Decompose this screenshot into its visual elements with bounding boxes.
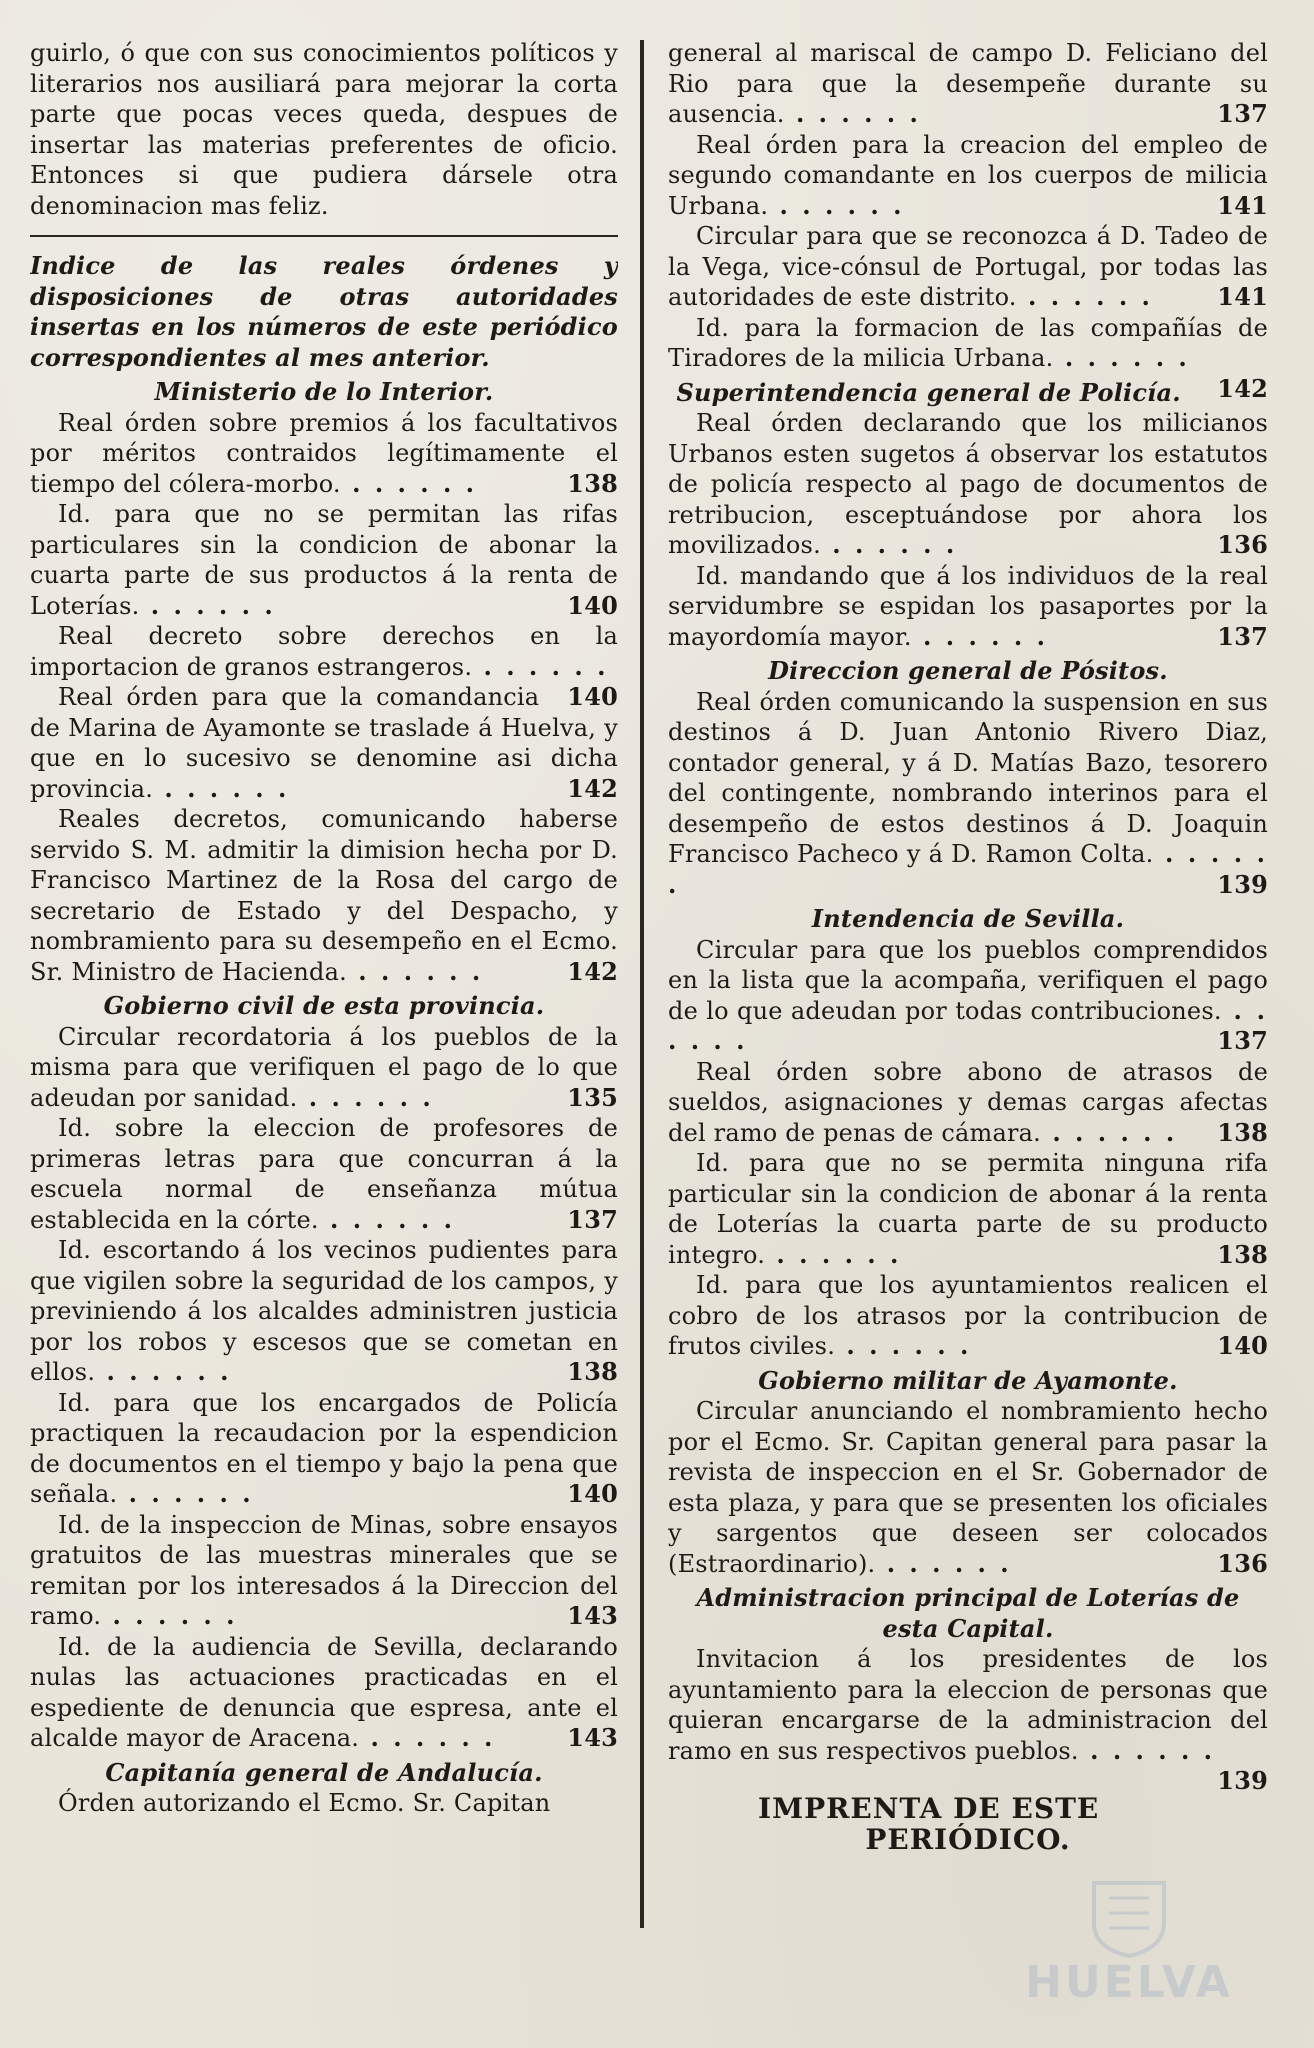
leader-dots: . . . . . .	[1053, 343, 1190, 372]
entry-text: Reales decretos, comunicando haberse servido S. M. admitir la dimision hecha por D. Francisco Martinez de la Rosa del cargo de secretario de Estado y del Despacho, y nombramiento para su desempeño en el Ecmo. Sr. Ministro de Hacienda.	[30, 805, 618, 986]
index-entry	[668, 130, 1268, 222]
entry-text: Circular anunciando el nombramiento hecho por el Ecmo. Sr. Capitan general para pasar la revista de inspeccion en el Sr. Gobernador de esta plaza, y para que se presenten los oficiales y sargentos que deseen ser colocados (Estraordinario).	[668, 1397, 1268, 1578]
section-heading: Intendencia de Sevilla.	[811, 904, 1125, 933]
entry-text: Circular para que los pueblos comprendidos en la lista que la acompaña, verifiquen el pago de lo que adeudan por todas contribuciones.	[668, 935, 1268, 1025]
separator-rule	[30, 235, 618, 237]
index-entry	[30, 1510, 618, 1632]
entry-text: Real órden para la creacion del empleo de segundo comandante en los cuerpos de milicia Urbana.	[668, 130, 1268, 220]
leader-dots: . . . . . .	[835, 1331, 972, 1360]
page-number: 142	[567, 773, 618, 803]
leader-dots: . . . . . .	[340, 468, 478, 498]
index-entry	[668, 1148, 1268, 1270]
entry-text: Real decreto sobre derechos en la importacion de granos estrangeros.	[30, 622, 618, 681]
page-number: 142	[1217, 373, 1268, 403]
index-title: Indice de las reales órdenes y disposiciones de otras autoridades insertas en los números de este periódico correspondientes al mes anterior.	[30, 251, 618, 372]
index-entry	[30, 621, 618, 711]
leader-dots: . . . . . .	[117, 1479, 254, 1508]
entry-text: Id. para que no se permita ninguna rifa particular sin la condicion de abonar á la renta de Loterías la cuarta parte de su producto integro.	[668, 1149, 1268, 1269]
leader-dots: . . . . . .	[911, 621, 1048, 651]
entry-text: Real órden sobre abono de atrasos de sueldos, asignaciones y demas cargas afectas del ramo de penas de cámara.	[668, 1057, 1268, 1147]
intro-paragraph: guirlo, ó que con sus conocimientos políticos y literarios nos ausiliará para mejorar la corta parte que pocas veces queda, despues de insertar las materias preferentes de oficio. Entonces si que pudiera dársele otra denominacion mas feliz.	[30, 39, 618, 220]
entry-text: Id. mandando que á los individuos de la real servidumbre se espidan los pasaportes por la mayordomía mayor.	[668, 561, 1268, 651]
entry-text: Id. escortando á los vecinos pudientes para que vigilen sobre la seguridad de los campos, y previniendo á los alcaldes administren justicia por los robos y escesos que se cometan en ellos.	[30, 1236, 618, 1386]
left-column	[30, 38, 618, 1819]
entry-text: general al mariscal de campo D. Feliciano del Rio para que la desempeñe durante su ausencia.	[668, 39, 1268, 128]
page-number: 142	[567, 956, 618, 986]
leader-dots: . . . . . .	[95, 1357, 232, 1386]
index-entry	[668, 935, 1268, 1057]
leader-dots: . . . . . .	[318, 1204, 455, 1234]
section-heading: Capitanía general de Andalucía.	[105, 1757, 543, 1787]
page-number: 141	[1217, 282, 1268, 311]
page-number: 138	[567, 468, 618, 498]
page-number: 135	[567, 1082, 618, 1112]
page-number: 140	[567, 1479, 618, 1508]
section-heading: Administracion principal de Loterías de esta Capital.	[696, 1583, 1240, 1643]
leader-dots: . . . . . .	[668, 995, 1268, 1055]
column-divider	[640, 40, 644, 1928]
leader-dots: . . . . . .	[153, 773, 290, 803]
index-entry	[30, 408, 618, 500]
section-heading: Gobierno civil de esta provincia.	[103, 991, 545, 1020]
leader-dots: . . . . . .	[768, 190, 905, 220]
leader-dots: . . . . . .	[1040, 1117, 1178, 1147]
imprint-line: IMPRENTA DE ESTE PERIÓDICO.	[758, 1792, 1100, 1855]
page-number: 143	[567, 1723, 618, 1752]
entry-text: Circular para que se reconozca á D. Tadeo de la Vega, vice-cónsul de Portugal, por todas las autoridades de este distrito.	[668, 222, 1268, 311]
page-number: 140	[567, 590, 618, 620]
leader-dots: . . . . . .	[1016, 282, 1153, 311]
entry-text: Id. para la formacion de las compañías de Tiradores de la milicia Urbana.	[668, 313, 1268, 372]
archive-watermark	[1014, 1878, 1244, 2008]
index-entry	[668, 408, 1268, 561]
leader-dots: . . . . . .	[139, 590, 276, 620]
entry-text: Órden autorizando el Ecmo. Sr. Capitan	[58, 1789, 551, 1817]
watermark-label: HUELVA	[1025, 1957, 1233, 2008]
leader-dots: . . . . . .	[101, 1601, 238, 1630]
entry-text: Id. para que los ayuntamientos realicen el cobro de los atrasos por la contribucion de frutos civiles.	[668, 1271, 1268, 1360]
entry-text: Id. de la inspeccion de Minas, sobre ensayos gratuitos de las muestras minerales que se remitan por los interesados á la Direccion del ramo.	[30, 1510, 618, 1630]
leader-dots: . . . . . .	[359, 1723, 496, 1752]
page-number: 139	[1217, 869, 1268, 899]
index-entry	[30, 1113, 618, 1235]
entry-text: Invitacion á los presidentes de los ayuntamiento para la eleccion de personas que quieran encargarse de la administracion del ramo en sus respectivos pueblos.	[668, 1645, 1268, 1765]
index-entry	[668, 1644, 1268, 1795]
page-number: 138	[567, 1357, 618, 1386]
page-number: 137	[567, 1204, 618, 1234]
entry-text: Id. de la audiencia de Sevilla, declarando nulas las actuaciones practicadas en el espediente de denuncia que espresa, ante el alcalde mayor de Aracena.	[30, 1632, 618, 1752]
index-entry	[668, 1396, 1268, 1579]
index-entry	[30, 1235, 618, 1388]
right-index-sections	[668, 38, 1268, 1795]
entry-text: Real órden declarando que los milicianos Urbanos esten sugetos á observar los estatutos de policía respecto al pago de documentos de retribucion, esceptuándose por ahora los movilizados.	[668, 409, 1268, 559]
page-number: 137	[1217, 99, 1268, 128]
section-heading: Gobierno militar de Ayamonte.	[758, 1365, 1178, 1395]
page-number: 140	[1217, 1331, 1268, 1360]
leader-dots: . . . . . .	[472, 651, 609, 681]
index-entry	[30, 499, 618, 621]
leader-dots: . . . . . .	[297, 1082, 434, 1112]
index-entry	[30, 1632, 618, 1754]
entry-text: Real órden sobre premios á los facultativos por méritos contraidos legítimamente el tiempo del cólera-morbo.	[30, 408, 618, 498]
index-entry	[30, 1788, 618, 1819]
index-entry	[668, 1270, 1268, 1362]
leader-dots: . . . . . .	[820, 530, 958, 559]
index-entry	[30, 1388, 618, 1510]
entry-text: Real órden comunicando la suspension en sus destinos á D. Juan Antonio Rivero Diaz, contador general, y á D. Matías Bazo, tesorero del contingente, nombrando interinos para el desempeño de estos destinos á D. Joaquin Francisco Pacheco y á D. Ramon Colta.	[668, 687, 1268, 868]
index-entry	[668, 221, 1268, 313]
entry-text: Id. para que no se permitan las rifas particulares sin la condicion de abonar la cuarta parte de sus productos á la renta de Loterías.	[30, 500, 618, 620]
page-number: 143	[567, 1601, 618, 1630]
index-entry	[30, 682, 618, 804]
shield-icon	[1014, 1878, 1244, 1958]
section-heading: Superintendencia general de Policía.	[676, 377, 1181, 407]
entry-text: Id. para que los encargados de Policía practiquen la recaudacion por la espendicion de documentos en el tiempo y bajo la pena que señala.	[30, 1388, 618, 1508]
leader-dots: . . . . . .	[875, 1548, 1012, 1578]
page-number: 136	[1217, 1548, 1268, 1578]
entry-text: Circular recordatoria á los pueblos de la misma para que verifiquen el pago de lo que adeudan por sanidad.	[30, 1022, 618, 1112]
page-number: 139	[1217, 1766, 1268, 1795]
leader-dots: . . . . . .	[346, 956, 484, 986]
page-number: 141	[1217, 190, 1268, 220]
section-heading: Ministerio de lo Interior.	[154, 377, 494, 406]
page-number: 137	[1217, 621, 1268, 651]
leader-dots: . . . . . .	[1078, 1735, 1216, 1765]
entry-text: Id. sobre la eleccion de profesores de primeras letras para que concurran á la escuela normal de enseñanza mútua establecida en la córte.	[30, 1114, 618, 1234]
page-number: 137	[1217, 1026, 1268, 1055]
index-entry	[30, 804, 618, 987]
section-heading: Direccion general de Pósitos.	[768, 656, 1168, 685]
index-entry	[668, 38, 1268, 130]
index-entry	[668, 561, 1268, 653]
page-number: 138	[1217, 1239, 1268, 1269]
leader-dots: . . . . . .	[784, 99, 921, 128]
index-entry	[30, 1022, 618, 1114]
right-column	[668, 38, 1268, 1855]
entry-text: Real órden para que la comandancia de Marina de Ayamonte se traslade á Huelva, y que en lo sucesivo se denomine asi dicha provincia.	[30, 683, 618, 803]
index-entry	[668, 1057, 1268, 1149]
leader-dots: . . . . . .	[765, 1239, 902, 1269]
leader-dots: . . . . . .	[668, 839, 1268, 899]
left-index-sections	[30, 377, 618, 1819]
page-number: 138	[1217, 1117, 1268, 1147]
index-entry	[668, 687, 1268, 901]
page-number: 136	[1217, 530, 1268, 559]
page-number: 140	[567, 682, 618, 711]
